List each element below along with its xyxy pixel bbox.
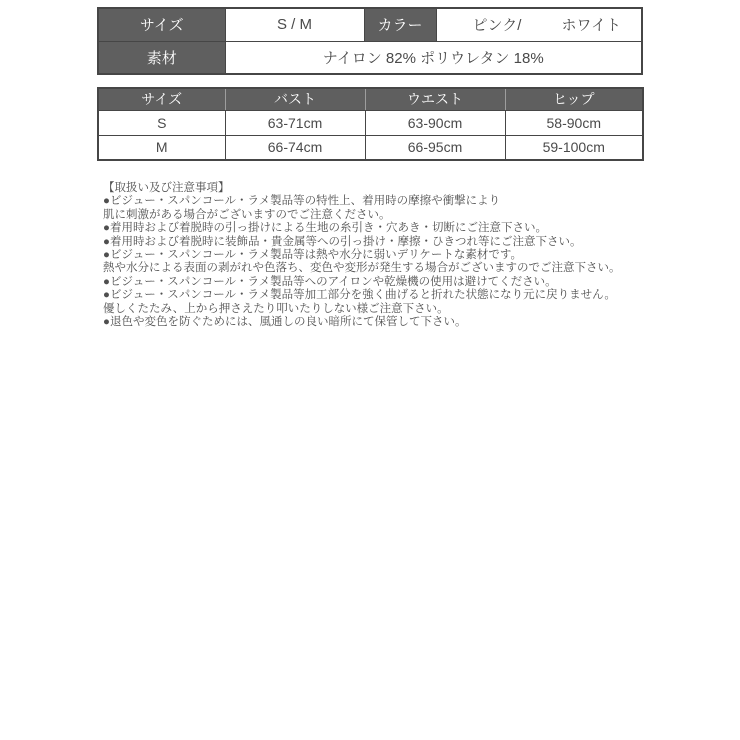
cell-bust: 66-74cm bbox=[225, 135, 365, 160]
spec-row-size-color bbox=[98, 8, 642, 41]
cell-hip: 58-90cm bbox=[505, 110, 643, 135]
cell-bust: 63-71cm bbox=[225, 110, 365, 135]
size-chart-row-m bbox=[98, 135, 643, 160]
spec-table bbox=[97, 7, 643, 75]
care-line: ●ビジュー・スパンコール・ラメ製品等は熱や水分に弱いデリケートな素材です。 bbox=[103, 249, 522, 262]
care-line: ●退色や変色を防ぐためには、風通しの良い暗所にて保管して下さい。 bbox=[103, 316, 467, 329]
size-chart-header-waist: ウエスト bbox=[365, 88, 505, 110]
care-line: 熱や水分による表面の剥がれや色落ち、変色や変形が発生する場合がございますのでご注意下さい。 bbox=[103, 262, 621, 275]
cell-waist: 66-95cm bbox=[365, 135, 505, 160]
care-instructions bbox=[103, 182, 621, 329]
care-line: ●ビジュー・スパンコール・ラメ製品等へのアイロンや乾燥機の使用は避けてください。 bbox=[103, 275, 557, 288]
material-label: 素材 bbox=[98, 41, 225, 74]
care-line: 優しくたたみ、上から押さえたり叩いたりしない様ご注意下さい。 bbox=[103, 302, 449, 315]
size-chart-table bbox=[97, 87, 644, 161]
material-value: ナイロン 82% ポリウレタン 18% bbox=[225, 41, 642, 74]
cell-waist: 63-90cm bbox=[365, 110, 505, 135]
care-title: 【取扱い及び注意事項】 bbox=[103, 182, 230, 194]
care-line: ●着用時および着脱時の引っ掛けによる生地の糸引き・穴あき・切断にご注意下さい。 bbox=[103, 222, 547, 235]
color-label: カラー bbox=[364, 8, 436, 41]
size-chart-header-bust: バスト bbox=[225, 88, 365, 110]
cell-hip: 59-100cm bbox=[505, 135, 643, 160]
color-value bbox=[437, 9, 642, 41]
care-line: ●ビジュー・スパンコール・ラメ製品等の特性上、着用時の摩擦や衝撃により bbox=[103, 195, 501, 208]
size-chart-header-hip: ヒップ bbox=[505, 88, 643, 110]
size-chart-row-s bbox=[98, 110, 643, 135]
care-line: ●ビジュー・スパンコール・ラメ製品等加工部分を強く曲げると折れた状態になり元に戻りません。 bbox=[103, 289, 616, 302]
color-value-cell bbox=[436, 8, 642, 41]
size-value: S / M bbox=[225, 8, 364, 41]
cell-size: S bbox=[98, 110, 225, 135]
care-line: 肌に刺激がある場合がございますのでご注意ください。 bbox=[103, 208, 391, 221]
size-label: サイズ bbox=[98, 8, 225, 41]
size-chart-header-row bbox=[98, 88, 643, 110]
size-chart-header-size: サイズ bbox=[98, 88, 225, 110]
color-value-pink: ピンク/ bbox=[472, 17, 522, 35]
cell-size: M bbox=[98, 135, 225, 160]
care-line: ●着用時および着脱時に装飾品・貴金属等への引っ掛け・摩擦・ひきつれ等にご注意下さい。 bbox=[103, 235, 582, 248]
color-value-white: ホワイト bbox=[561, 17, 621, 35]
spec-row-material bbox=[98, 41, 642, 74]
